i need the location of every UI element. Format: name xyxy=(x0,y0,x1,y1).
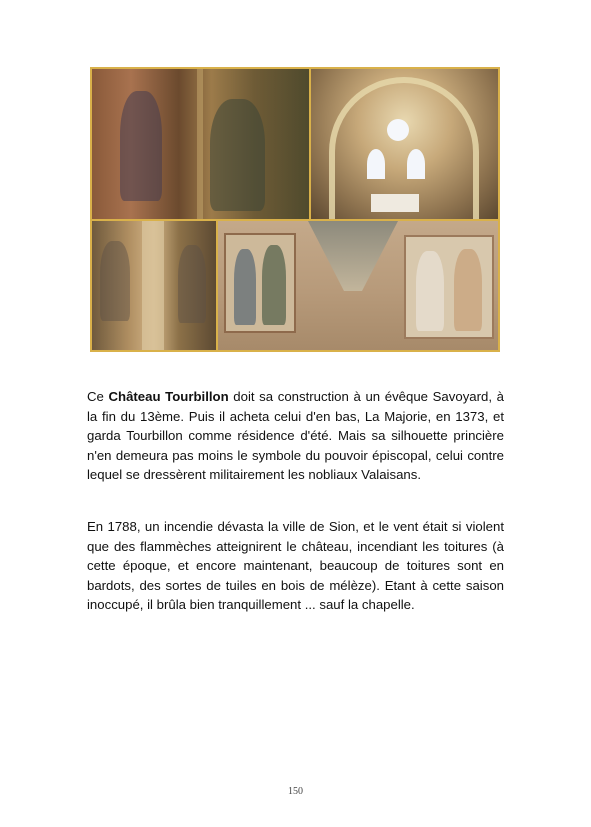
fresco-figure xyxy=(100,241,130,321)
paragraph-history: Ce Château Tourbillon doit sa construction à un évêque Savoyard, à la fin du 13ème. Puis il acheta celui d'en bas, La Majorie, en 1373, et garda Tourbillon comme résidence d'été. Mais sa silhouette princière n'en demeura pas moins le symbole du pouvoir épiscopal, celui contre lequel se dressèrent militairement les nobliaux Valaisans. xyxy=(87,389,504,482)
photo-chapel-apse xyxy=(311,69,498,219)
paragraph-fire: En 1788, un incendie dévasta la ville de Sion, et le vent était si violent que des flammèches atteignirent le château, incendiant les toitures (à cette époque, et encore maintenant, beaucoup de toitures sont en bardots, des sortes de tuiles en bois de mélèze). Etant à cette saison inoccupé, il brûla bien tranquillement ... sauf la chapelle. xyxy=(87,519,504,612)
fresco-figure xyxy=(416,251,444,331)
fresco-panel xyxy=(404,235,494,339)
page-number: 150 xyxy=(288,786,303,797)
column xyxy=(142,221,164,350)
photo-collage xyxy=(90,67,500,352)
chapel-window xyxy=(367,149,385,179)
rose-window xyxy=(387,119,409,141)
photo-fresco-saint xyxy=(92,69,309,219)
fresco-figure xyxy=(262,245,286,325)
fresco-figure xyxy=(120,91,162,201)
fresco-figure xyxy=(454,249,482,331)
fresco-figure xyxy=(210,99,265,211)
photo-vault-ribs xyxy=(92,221,216,350)
photo-wall-frescoes xyxy=(218,221,498,350)
fresco-panel xyxy=(224,233,296,333)
vault-fresco xyxy=(308,221,398,291)
fresco-figure xyxy=(178,245,206,323)
castle-name: Château Tourbillon xyxy=(108,389,229,404)
altar xyxy=(371,194,419,212)
fresco-figure xyxy=(234,249,256,325)
column xyxy=(197,69,203,219)
chapel-window xyxy=(407,149,425,179)
